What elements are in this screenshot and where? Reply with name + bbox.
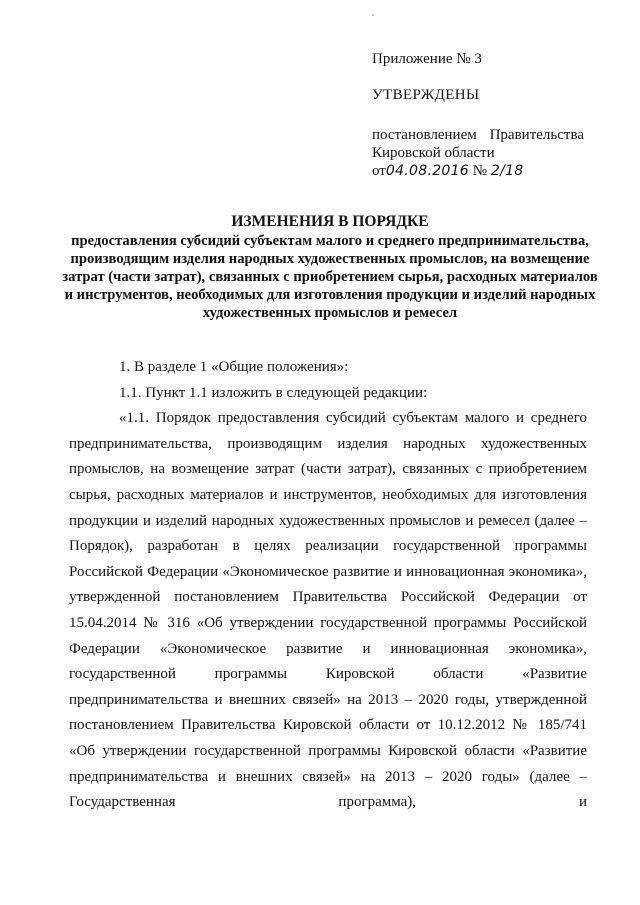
- approval-block: [372, 50, 612, 180]
- date-prefix: от: [372, 163, 386, 179]
- document-subtitle: предоставления субсидий субъектам малого и среднего предпринимательства, производящим изделия народных художественных промыслов, на возмещение затрат (части затрат), связанных с приобретением сырья, расходных материалов и инструментов, необходимых для изготовления продукции и изделий народных художественных промыслов и ремесел: [62, 233, 598, 321]
- document-title-block: [60, 212, 600, 322]
- number-prefix: №: [472, 163, 488, 179]
- scan-artifact-speck: [372, 14, 374, 16]
- quoted-paragraph-1-1: «1.1. Порядок предоставления субсидий субъектам малого и среднего предпринимательства, производящим изделия народных художественных промыслов, на возмещение затрат (части затрат), связанных с приобретением сырья, расходных материалов и инструментов, необходимых для изготовления продукции и изделий народных художественных промыслов и ремесел (далее – Порядок), разработан в целях реализации государственной программы Российской Федерации «Экономическое развитие и инновационная экономика», утвержденной постановлением Правительства Российской Федерации от 15.04.2014 № 316 «Об утверждении государственной программы Российской Федерации «Экономическое развитие и инновационная экономика», государственной программы Кировской области «Развитие предпринимательства и внешних связей» на 2013 – 2020 годы, утвержденной постановлением Правительства Кировской области от 10.12.2012 № 185/741 «Об утверждении государственной программы Кировской области «Развитие предпринимательства и внешних связей» на 2013 – 2020 годы» (далее – Государственная программа), и: [69, 410, 587, 811]
- approved-by-line: [372, 126, 584, 144]
- handwritten-date: 04.08.2016: [385, 163, 470, 179]
- appendix-number: Приложение № 3: [372, 51, 482, 67]
- approved-by-org: Правительства: [489, 127, 584, 143]
- document-body: [69, 355, 587, 816]
- section-item-1: 1. В разделе 1 «Общие положения»:: [119, 359, 349, 375]
- approved-heading: УТВЕРЖДЕНЫ: [372, 87, 480, 103]
- approved-by-word: постановлением: [372, 127, 477, 143]
- resolution-date-line: [372, 162, 612, 180]
- handwritten-number: 2/18: [490, 163, 524, 179]
- section-item-1-1: 1.1. Пункт 1.1 изложить в следующей редакции:: [119, 384, 428, 401]
- approved-by-region: Кировской области: [372, 145, 495, 161]
- document-title: ИЗМЕНЕНИЯ В ПОРЯДКЕ: [231, 213, 429, 230]
